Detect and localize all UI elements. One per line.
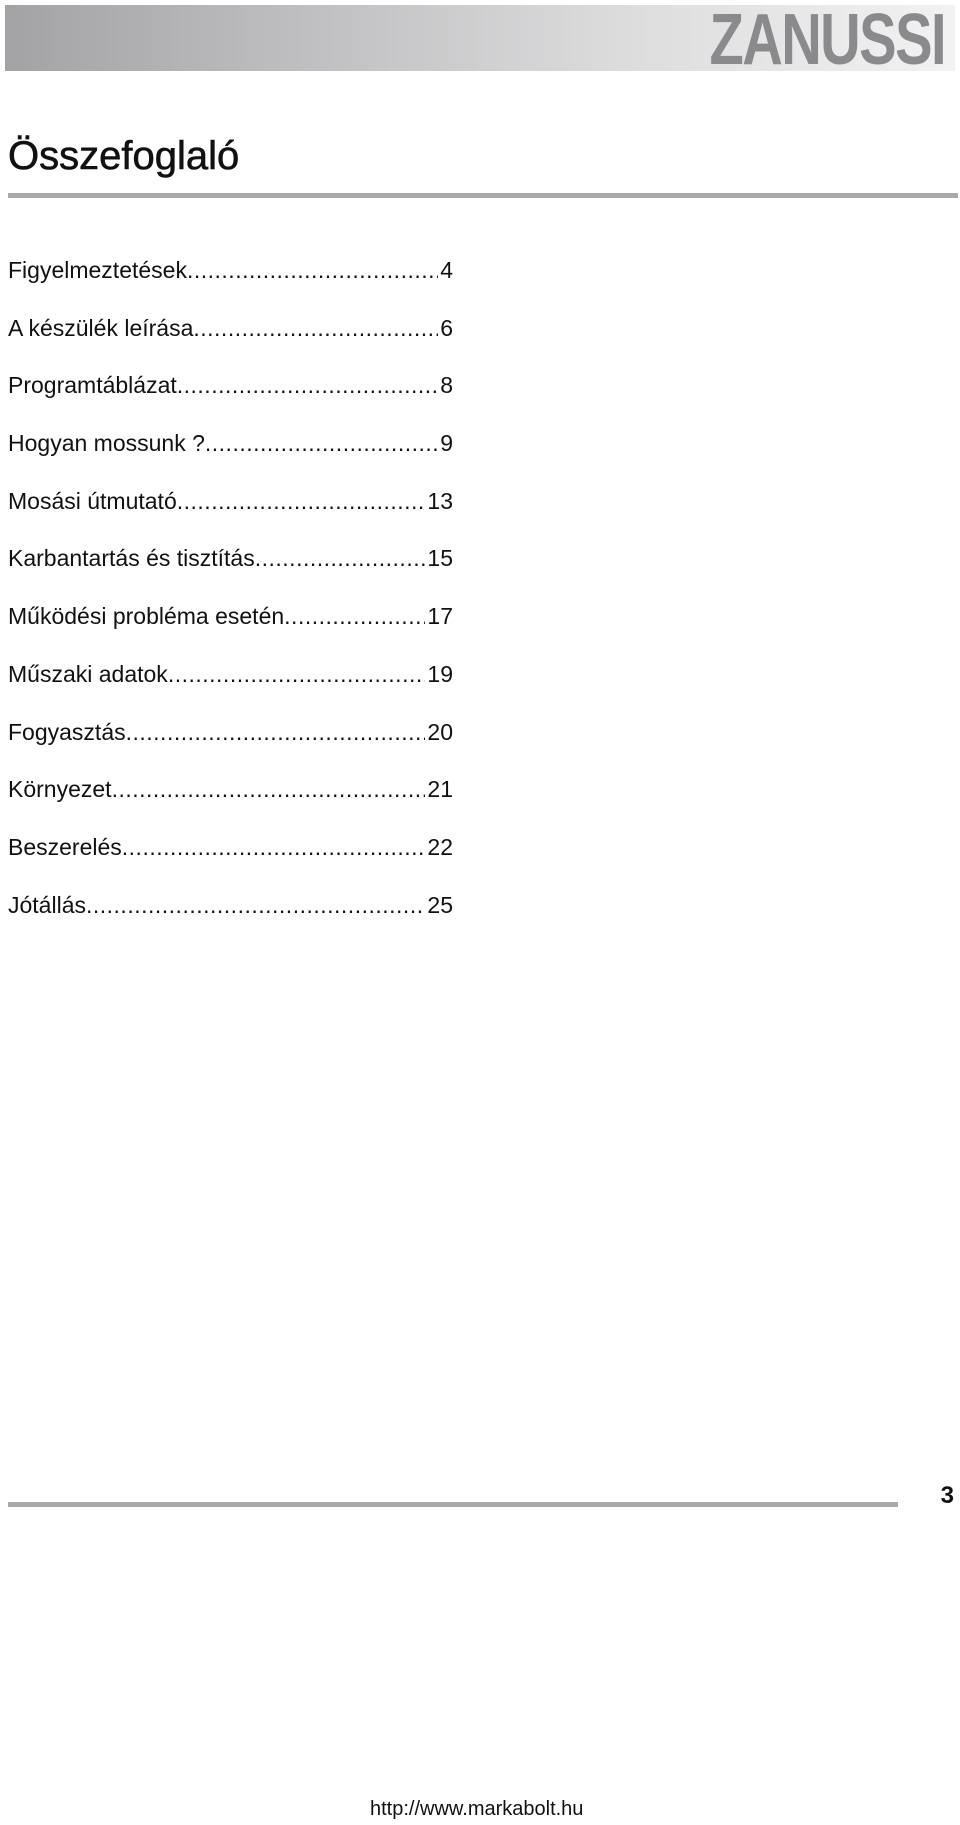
footer-divider	[8, 1502, 898, 1507]
toc-dot-leader	[177, 486, 426, 516]
toc-entry-appliance-description[interactable]	[8, 313, 453, 371]
toc-entry-installation[interactable]	[8, 832, 453, 890]
toc-entry-page: 17	[427, 603, 453, 630]
toc-dot-leader	[193, 313, 438, 343]
toc-entry-maintenance[interactable]	[8, 543, 453, 601]
toc-dot-leader	[187, 255, 438, 285]
toc-entry-page: 25	[427, 891, 453, 918]
toc-entry-warnings[interactable]	[8, 255, 453, 313]
toc-dot-leader	[284, 601, 425, 631]
toc-entry-label: Karbantartás és tisztítás	[8, 545, 255, 572]
toc-entry-consumption[interactable]	[8, 717, 453, 775]
toc-entry-page: 21	[427, 776, 453, 803]
toc-entry-page: 8	[440, 372, 453, 399]
toc-entry-troubleshooting[interactable]	[8, 601, 453, 659]
table-of-contents	[8, 255, 453, 947]
footer-url[interactable]: http://www.markabolt.hu	[370, 1798, 584, 1820]
toc-dot-leader	[126, 717, 426, 747]
toc-entry-technical-data[interactable]	[8, 659, 453, 717]
toc-entry-label: Mosási útmutató	[8, 487, 177, 514]
toc-entry-label: Beszerelés	[8, 833, 122, 860]
toc-entry-label: Működési probléma esetén	[8, 603, 285, 630]
toc-entry-page: 6	[440, 314, 453, 341]
toc-dot-leader	[205, 428, 438, 458]
toc-entry-page: 19	[427, 660, 453, 687]
toc-dot-leader	[86, 890, 425, 920]
toc-entry-label: Műszaki adatok	[8, 660, 168, 687]
toc-entry-warranty[interactable]	[8, 890, 453, 948]
toc-dot-leader	[112, 774, 426, 804]
toc-entry-label: Hogyan mossunk ?	[8, 430, 205, 457]
toc-entry-page: 15	[427, 545, 453, 572]
toc-dot-leader	[255, 543, 426, 573]
toc-entry-how-to-wash[interactable]	[8, 428, 453, 486]
header-band	[5, 0, 955, 80]
toc-entry-label: Figyelmeztetések	[8, 257, 187, 283]
toc-entry-label: Programtáblázat	[8, 372, 177, 399]
toc-entry-page: 22	[427, 833, 453, 860]
toc-entry-page: 20	[427, 718, 453, 745]
toc-entry-label: Jótállás	[8, 891, 86, 918]
toc-entry-page: 4	[440, 257, 453, 283]
toc-dot-leader	[168, 659, 426, 689]
toc-entry-label: A készülék leírása	[8, 314, 194, 341]
page-title: Összefoglaló	[8, 134, 240, 178]
page-number: 3	[940, 1482, 954, 1509]
toc-entry-page: 13	[427, 487, 453, 514]
title-divider	[8, 193, 958, 198]
toc-entry-label: Környezet	[8, 776, 112, 803]
toc-dot-leader	[177, 370, 438, 400]
toc-entry-label: Fogyasztás	[8, 718, 126, 745]
toc-entry-page: 9	[440, 430, 453, 457]
toc-entry-washing-guide[interactable]	[8, 486, 453, 544]
toc-dot-leader	[122, 832, 426, 862]
brand-logo: ZANUSSI	[709, 0, 945, 80]
toc-entry-program-table[interactable]	[8, 370, 453, 428]
toc-entry-environment[interactable]	[8, 774, 453, 832]
